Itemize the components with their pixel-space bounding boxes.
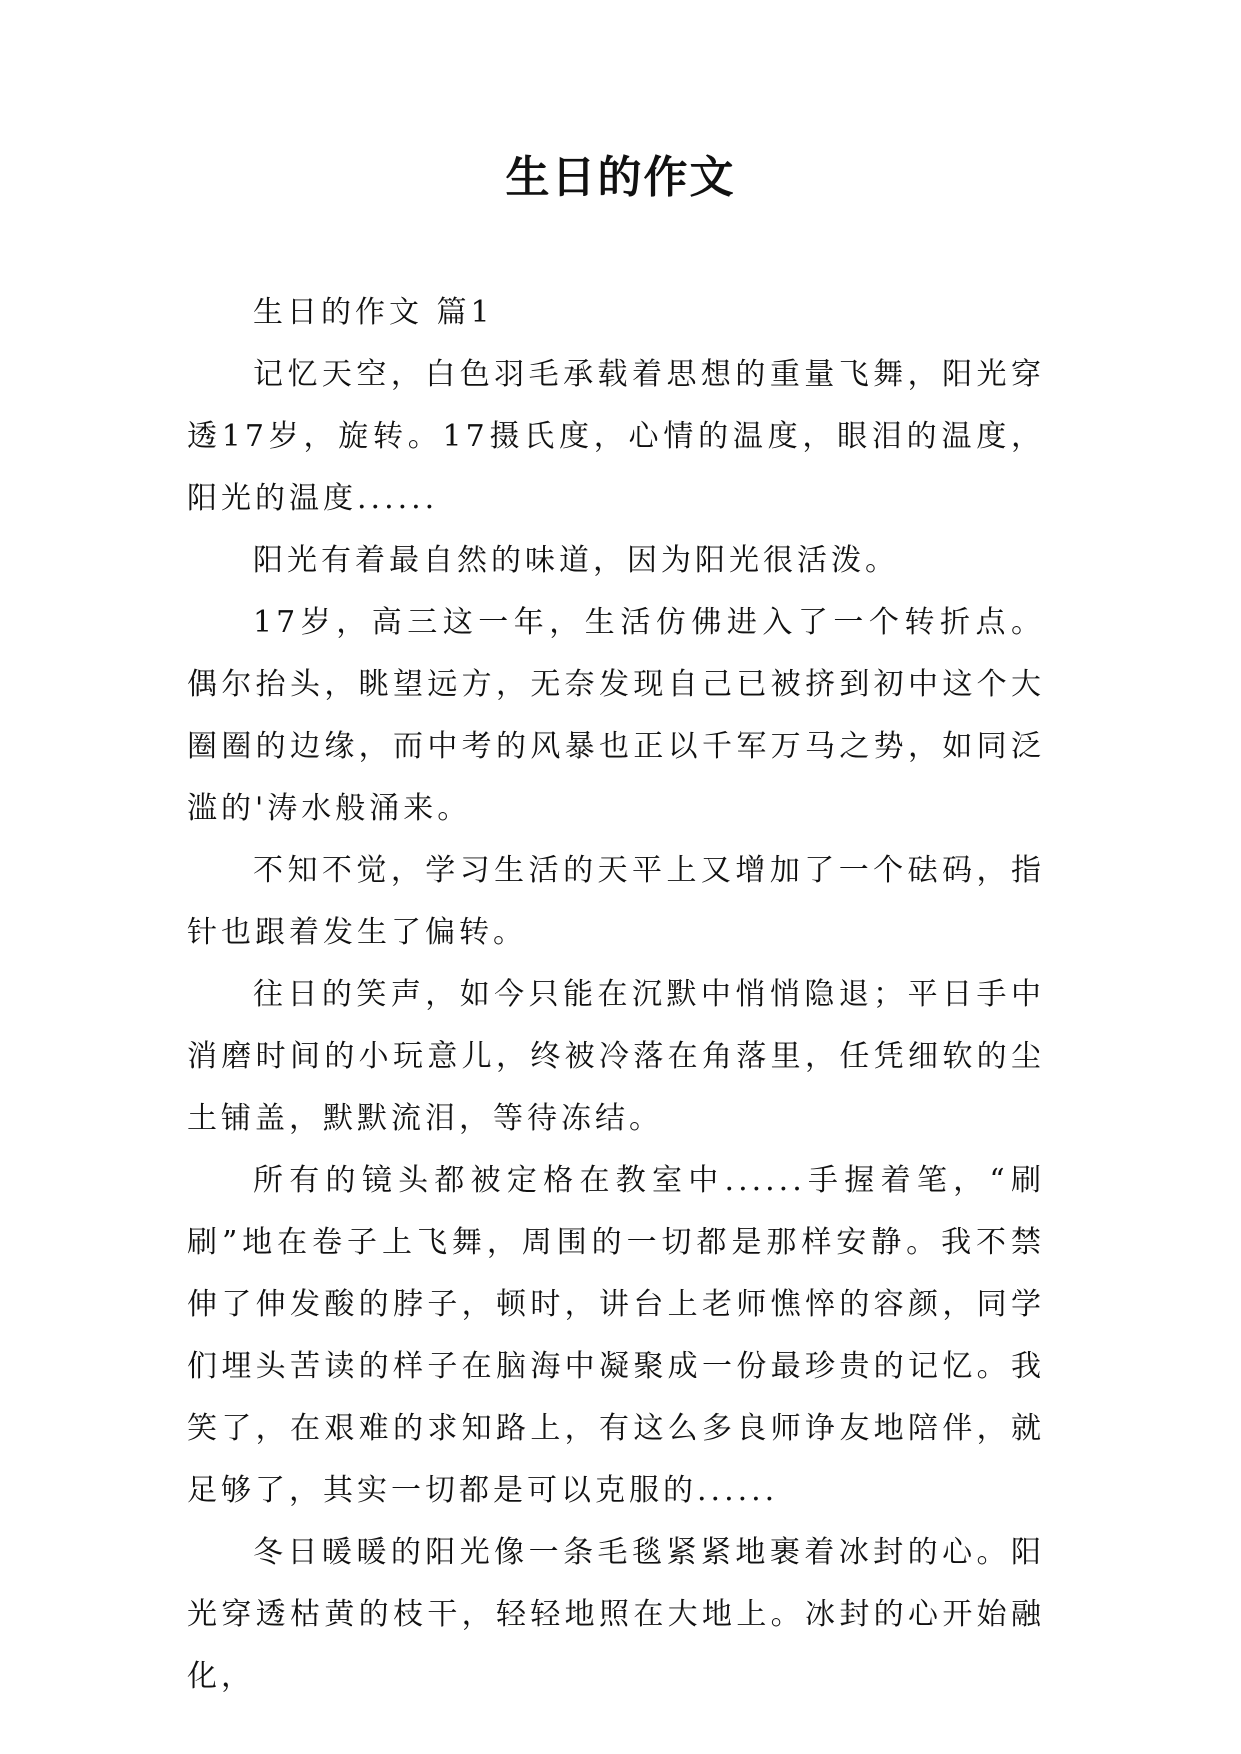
paragraph: 往日的笑声，如今只能在沉默中悄悄隐退；平日手中消磨时间的小玩意儿，终被冷落在角落里，任凭细软的尘土铺盖，默默流泪，等待冻结。 [187, 977, 1045, 1136]
paragraph: 17岁，高三这一年，生活仿佛进入了一个转折点。偶尔抬头，眺望远方，无奈发现自己已被挤到初中这个大圈圈的边缘，而中考的风暴也正以千军万马之势，如同泛滥的'涛水般涌来。 [187, 605, 1045, 826]
paragraph: 冬日暖暖的阳光像一条毛毯紧紧地裹着冰封的心。阳光穿透枯黄的枝干，轻轻地照在大地上。冰封的心开始融化， [187, 1535, 1045, 1694]
document-title: 生日的作文 [505, 152, 736, 203]
paragraph: 所有的镜头都被定格在教室中......手握着笔，“刷刷”地在卷子上飞舞，周围的一切都是那样安静。我不禁伸了伸发酸的脖子，顿时，讲台上老师憔悴的容颜，同学们埋头苦读的样子在脑海中凝聚成一份最珍贵的记忆。我笑了，在艰难的求知路上，有这么多良师诤友地陪伴，就足够了，其实一切都是可以克服的...... [187, 1163, 1045, 1508]
paragraph: 阳光有着最自然的味道，因为阳光很活泼。 [253, 543, 899, 578]
document-body [187, 282, 1045, 1708]
paragraph: 记忆天空，白色羽毛承载着思想的重量飞舞，阳光穿透17岁，旋转。17摄氏度，心情的温度，眼泪的温度，阳光的温度...... [187, 357, 1045, 516]
paragraph: 不知不觉，学习生活的天平上又增加了一个砝码，指针也跟着发生了偏转。 [187, 853, 1045, 950]
section-heading: 生日的作文 篇1 [253, 295, 494, 330]
